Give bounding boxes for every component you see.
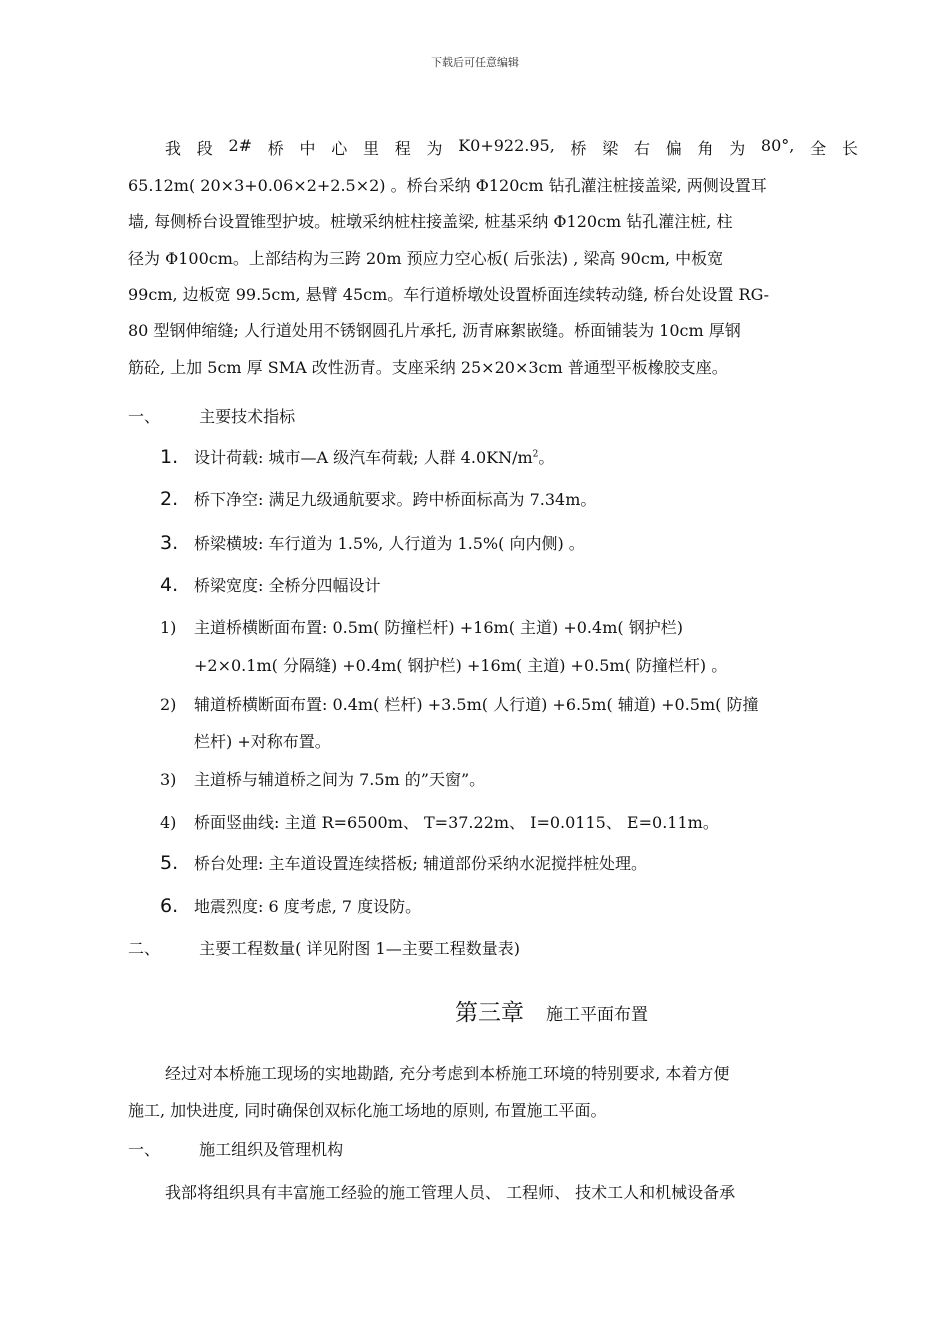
item-text: 主道桥与辅道桥之间为 7.5m 的”天窗”。 xyxy=(194,770,486,789)
intro-word: 为 xyxy=(426,139,443,158)
sub-item-2 xyxy=(160,692,758,715)
intro-word: 全 xyxy=(810,139,827,158)
item-number: 4. xyxy=(160,574,179,596)
intro-word: 中 xyxy=(299,139,316,158)
chapter-label: 第三章 xyxy=(455,1000,524,1026)
item-text: 桥面竖曲线: 主道 R=6500m、 T=37.22m、 I=0.0115、 E=0.11m。 xyxy=(194,813,719,832)
sub-item-4 xyxy=(160,810,719,833)
item-text: 辅道桥横断面布置: 0.4m( 栏杆) +3.5m( 人行道) +6.5m( 辅道) +0.5m( 防撞 xyxy=(194,695,759,714)
item-superscript: 2 xyxy=(532,449,539,460)
item-number: 4) xyxy=(160,813,177,832)
item-text: 桥梁横坡: 车行道为 1.5%, 人行道为 1.5%( 向内侧) 。 xyxy=(194,534,585,553)
section-heading-2 xyxy=(128,936,520,959)
intro-line-3: 墙, 每侧桥台设置锥型护坡。桩墩采纳桩柱接盖梁, 桩基采纳 Φ120cm 钻孔灌注桩, 柱 xyxy=(128,212,733,231)
intro-word: 桥 xyxy=(267,139,284,158)
intro-line-2: 65.12m( 20×3+0.06×2+2.5×2) 。桥台采纳 Φ120cm 钻孔灌注桩接盖梁, 两侧设置耳 xyxy=(128,176,767,195)
spec-item-6 xyxy=(160,894,421,917)
spec-item-1 xyxy=(160,445,554,468)
item-number: 3) xyxy=(160,770,177,789)
intro-word: 右 xyxy=(633,139,650,158)
section-title: 主要工程数量( 详见附图 1—主要工程数量表) xyxy=(199,939,520,958)
intro-word: 程 xyxy=(394,139,411,158)
section-number: 一、 xyxy=(128,1140,161,1159)
intro-line-5: 99cm, 边板宽 99.5cm, 悬臂 45cm。车行道桥墩处设置桥面连续转动缝, 桥台处设置 RG- xyxy=(128,285,770,304)
intro-word: 段 xyxy=(196,139,213,158)
sub-item-1 xyxy=(160,615,683,638)
intro-line-1 xyxy=(165,136,858,159)
spec-item-3 xyxy=(160,531,585,554)
intro-line-4: 径为 Φ100cm。上部结构为三跨 20m 预应力空心板( 后张法) , 梁高 90cm, 中板宽 xyxy=(128,249,724,268)
item-text: 桥台处理: 主车道设置连续搭板; 辅道部份采纳水泥搅拌桩处理。 xyxy=(194,854,647,873)
intro-word: 梁 xyxy=(602,139,619,158)
page-header: 下载后可任意编辑 xyxy=(431,56,519,69)
chapter-heading xyxy=(455,994,648,1027)
section-number: 二、 xyxy=(128,939,161,958)
intro-word: 桥 xyxy=(570,139,587,158)
intro-word: 2# xyxy=(228,136,253,155)
intro-line-6: 80 型钢伸缩缝; 人行道处用不锈钢圆孔片承托, 沥青麻絮嵌缝。桥面铺装为 10cm 厚钢 xyxy=(128,321,741,340)
item-number: 1) xyxy=(160,618,177,637)
item-text: 地震烈度: 6 度考虑, 7 度设防。 xyxy=(194,897,422,916)
chapter-para-line-1: 经过对本桥施工现场的实地勘踏, 充分考虑到本桥施工环境的特别要求, 本着方便 xyxy=(165,1064,730,1083)
intro-word: 里 xyxy=(362,139,379,158)
item-text: 设计荷载: 城市—A 级汽车荷载; 人群 4.0KN/m xyxy=(194,448,533,467)
intro-word: 80°, xyxy=(760,136,795,155)
item-number: 3. xyxy=(160,532,179,554)
item-text: 桥下净空: 满足九级通航要求。跨中桥面标高为 7.34m。 xyxy=(194,490,597,509)
section-title: 主要技术指标 xyxy=(199,407,296,426)
intro-line-7: 筋砼, 上加 5cm 厚 SMA 改性沥青。支座采纳 25×20×3cm 普通型平板橡胶支座。 xyxy=(128,358,728,377)
intro-word: 为 xyxy=(729,139,746,158)
item-number: 1. xyxy=(160,446,179,468)
item-number: 6. xyxy=(160,895,179,917)
chapter-title: 施工平面布置 xyxy=(546,1005,648,1025)
spec-item-2 xyxy=(160,487,596,510)
sub-item-1-continued: +2×0.1m( 分隔缝) +0.4m( 钢护栏) +16m( 主道) +0.5m( 防撞栏杆) 。 xyxy=(194,656,728,675)
section-number: 一、 xyxy=(128,407,161,426)
intro-word: K0+922.95, xyxy=(458,136,555,155)
item-number: 2) xyxy=(160,695,177,714)
spec-item-4 xyxy=(160,573,380,596)
chapter-para-line-2: 施工, 加快进度, 同时确保创双标化施工场地的原则, 布置施工平面。 xyxy=(128,1101,607,1120)
section-heading-3 xyxy=(128,1137,343,1160)
intro-word: 角 xyxy=(697,139,714,158)
intro-word: 我 xyxy=(165,139,182,158)
intro-word: 心 xyxy=(331,139,348,158)
item-number: 2. xyxy=(160,488,179,510)
sub-item-2-continued: 栏杆) +对称布置。 xyxy=(194,732,331,751)
section-title: 施工组织及管理机构 xyxy=(199,1140,344,1159)
item-tail: 。 xyxy=(538,448,555,467)
spec-item-5 xyxy=(160,851,647,874)
item-text: 主道桥横断面布置: 0.5m( 防撞栏杆) +16m( 主道) +0.4m( 钢护栏) xyxy=(194,618,683,637)
item-text: 桥梁宽度: 全桥分四幅设计 xyxy=(194,576,381,595)
last-para-line: 我部将组织具有丰富施工经验的施工管理人员、 工程师、 技术工人和机械设备承 xyxy=(165,1183,736,1202)
item-number: 5. xyxy=(160,852,179,874)
section-heading-1 xyxy=(128,404,295,427)
intro-word: 长 xyxy=(841,139,858,158)
intro-word: 偏 xyxy=(665,139,682,158)
sub-item-3 xyxy=(160,767,485,790)
